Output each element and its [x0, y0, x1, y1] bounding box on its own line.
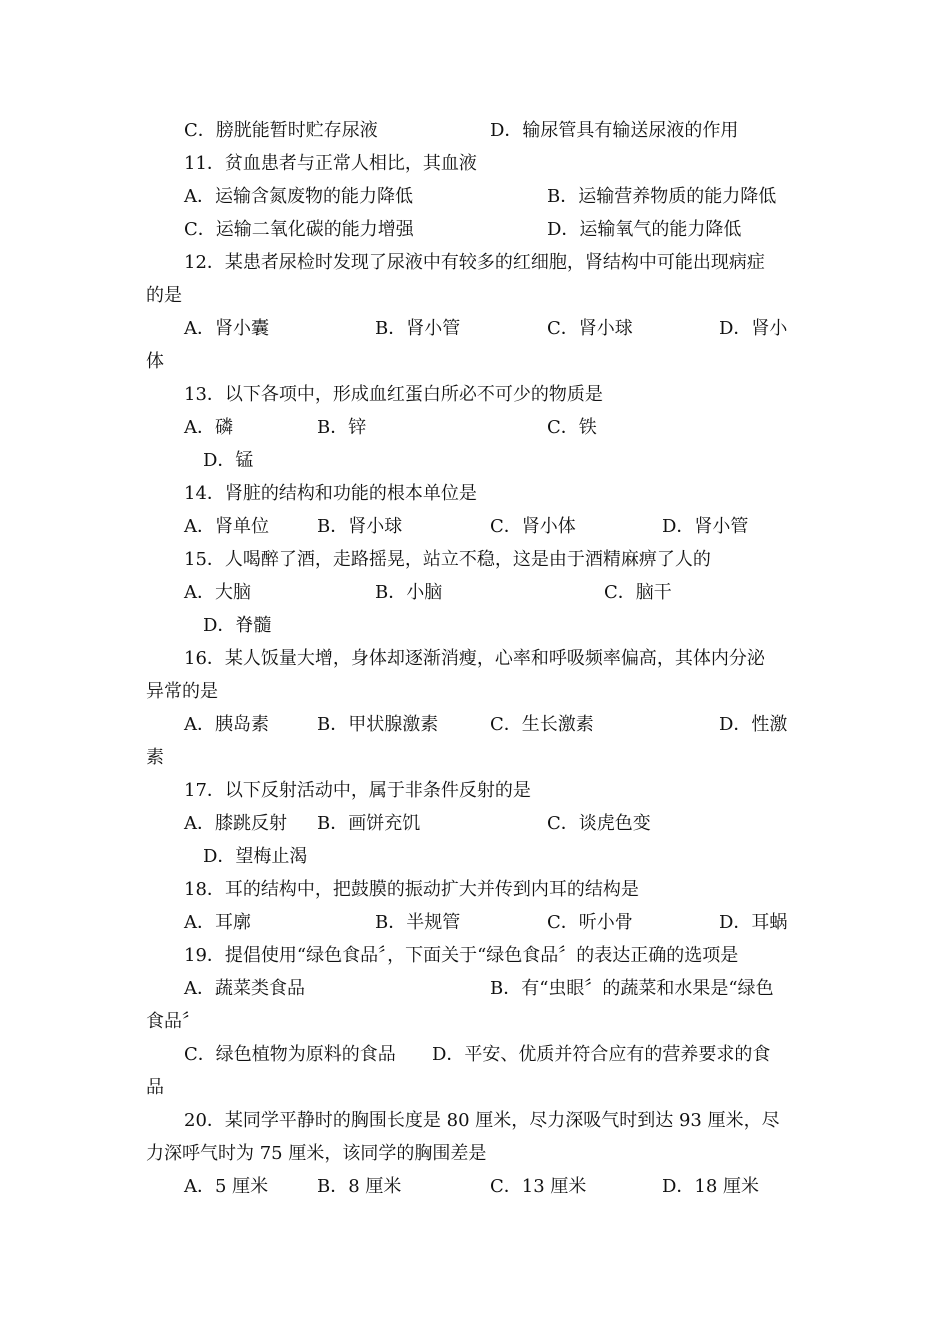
- q18-option-b: B．半规管: [375, 912, 461, 933]
- q11-option-c: C．运输二氧化碳的能力增强: [184, 219, 414, 240]
- q15-stem: 15．人喝醉了酒，走路摇晃，站立不稳，这是由于酒精麻痹了人的: [184, 549, 711, 570]
- q18-option-d: D．耳蜗: [719, 912, 788, 933]
- q12-option-b: B．肾小管: [375, 318, 461, 339]
- q14-option-a: A．肾单位: [184, 516, 269, 537]
- q11-stem: 11．贫血患者与正常人相比，其血液: [184, 153, 477, 174]
- q19-option-a: A．蔬菜类食品: [184, 978, 305, 999]
- q16-stem: 16．某人饭量大增，身体却逐渐消瘦，心率和呼吸频率偏高，其体内分泌: [184, 648, 765, 669]
- q17-stem: 17．以下反射活动中，属于非条件反射的是: [184, 780, 531, 801]
- q11-option-d: D．运输氧气的能力降低: [547, 219, 742, 240]
- q13-option-b: B．锌: [317, 417, 367, 438]
- q20-option-c: C．13 厘米: [490, 1176, 587, 1197]
- q17-option-c: C．谈虎色变: [547, 813, 651, 834]
- q13-option-a: A．磷: [184, 417, 233, 438]
- q12-option-d-cont: 体: [146, 351, 164, 372]
- q12-option-c: C．肾小球: [547, 318, 633, 339]
- q20-stem: 20．某同学平静时的胸围长度是 80 厘米，尽力深吸气时到达 93 厘米，尽: [184, 1110, 780, 1131]
- q15-option-a: A．大脑: [184, 582, 251, 603]
- q19-option-d-cont: 品: [146, 1077, 164, 1098]
- q10-option-d: D．输尿管具有输送尿液的作用: [490, 120, 739, 141]
- q14-option-d: D．肾小管: [662, 516, 749, 537]
- q16-option-b: B．甲状腺激素: [317, 714, 439, 735]
- q13-option-c: C．铁: [547, 417, 597, 438]
- q16-stem-cont: 异常的是: [146, 681, 218, 702]
- q15-option-d: D．脊髓: [203, 615, 272, 636]
- q18-stem: 18．耳的结构中，把鼓膜的振动扩大并传到内耳的结构是: [184, 879, 639, 900]
- q11-option-a: A．运输含氮废物的能力降低: [184, 186, 413, 207]
- q12-stem: 12．某患者尿检时发现了尿液中有较多的红细胞，肾结构中可能出现病症: [184, 252, 765, 273]
- q16-option-d-cont: 素: [146, 747, 164, 768]
- q19-option-d: D．平安、优质并符合应有的营养要求的食: [432, 1044, 771, 1065]
- q16-option-c: C．生长激素: [490, 714, 594, 735]
- q12-option-a: A．肾小囊: [184, 318, 269, 339]
- q19-stem: 19．提倡使用“绿色食品〞，下面关于“绿色食品〞的表达正确的选项是: [184, 945, 739, 966]
- q14-stem: 14．肾脏的结构和功能的根本单位是: [184, 483, 477, 504]
- q17-option-a: A．膝跳反射: [184, 813, 287, 834]
- q17-option-b: B．画饼充饥: [317, 813, 421, 834]
- q12-option-d: D．肾小: [719, 318, 788, 339]
- q16-option-d: D．性激: [719, 714, 788, 735]
- q18-option-c: C．听小骨: [547, 912, 633, 933]
- q12-stem-cont: 的是: [146, 285, 182, 306]
- q14-option-b: B．肾小球: [317, 516, 403, 537]
- q11-option-b: B．运输营养物质的能力降低: [547, 186, 777, 207]
- q16-option-a: A．胰岛素: [184, 714, 269, 735]
- q20-option-d: D．18 厘米: [662, 1176, 760, 1197]
- q19-option-b-cont: 食品〞: [146, 1011, 200, 1032]
- q15-option-b: B．小脑: [375, 582, 443, 603]
- q10-option-c: C．膀胱能暂时贮存尿液: [184, 120, 378, 141]
- q14-option-c: C．肾小体: [490, 516, 576, 537]
- q18-option-a: A．耳廓: [184, 912, 251, 933]
- q13-option-d: D．锰: [203, 450, 254, 471]
- q13-stem: 13．以下各项中，形成血红蛋白所必不可少的物质是: [184, 384, 603, 405]
- q19-option-b: B．有“虫眼〞的蔬菜和水果是“绿色: [490, 978, 774, 999]
- q17-option-d: D．望梅止渴: [203, 846, 308, 867]
- q20-stem-cont: 力深呼气时为 75 厘米，该同学的胸围差是: [146, 1143, 487, 1164]
- q15-option-c: C．脑干: [604, 582, 672, 603]
- q19-option-c: C．绿色植物为原料的食品: [184, 1044, 396, 1065]
- q20-option-a: A．5 厘米: [184, 1176, 269, 1197]
- q20-option-b: B．8 厘米: [317, 1176, 402, 1197]
